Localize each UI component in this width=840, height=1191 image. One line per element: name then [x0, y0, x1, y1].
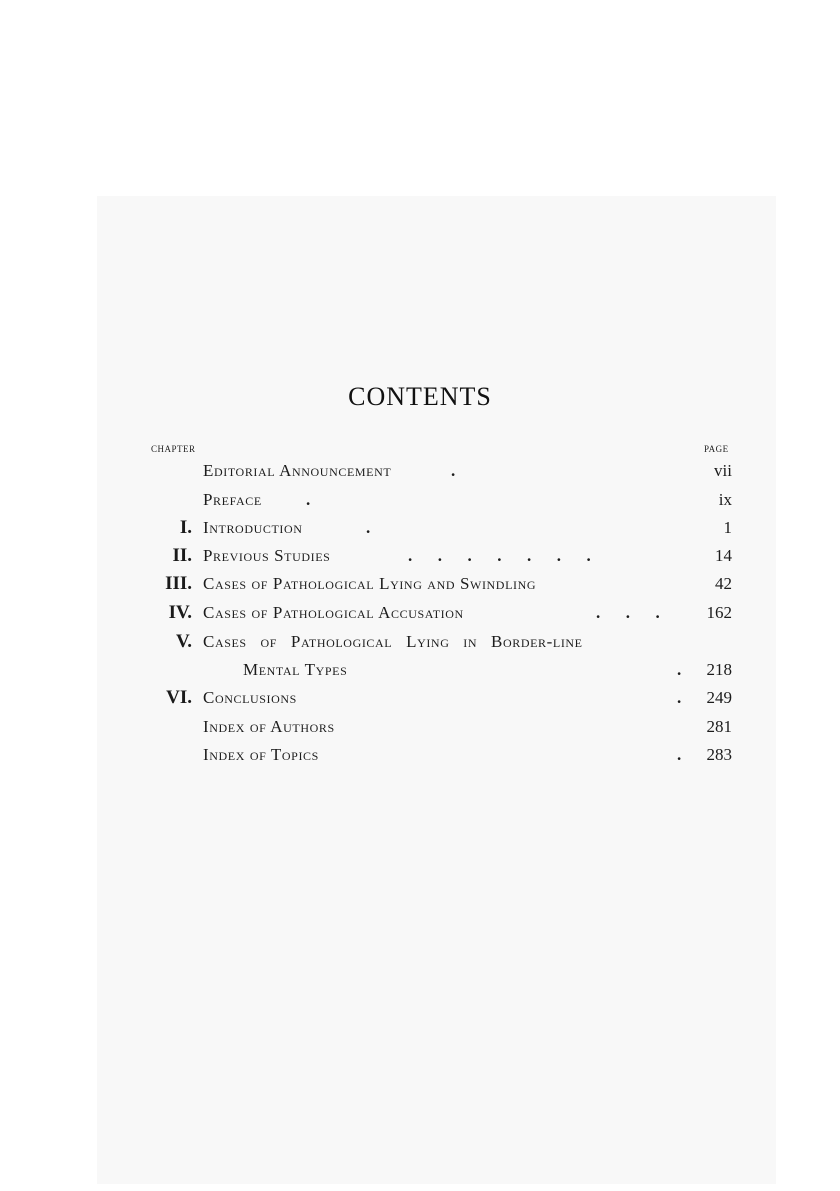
page-number: 218 — [706, 660, 732, 679]
entry-title: Cases of Pathological Lying and Swindling — [203, 574, 537, 593]
entry-title: Introduction — [203, 518, 303, 537]
chapter-number: II. — [172, 545, 192, 566]
toc-entry-pathological-accusation — [0, 602, 840, 628]
toc-entry-editorial-announcement — [0, 460, 840, 486]
chapter-column-header: CHAPTER — [151, 444, 196, 454]
chapter-number: I. — [179, 517, 192, 538]
page-number: 249 — [706, 688, 732, 707]
entry-title: Editorial Announcement — [203, 461, 392, 480]
dot-leaders: . — [306, 490, 311, 509]
page-number: ix — [718, 490, 732, 509]
entry-title: Index of Authors — [203, 717, 335, 736]
toc-entry-index-of-topics — [0, 744, 840, 770]
toc-entry-border-line-types — [0, 631, 840, 657]
page-column-header: PAGE — [704, 444, 729, 454]
toc-entry-preface — [0, 489, 840, 515]
entry-title: Mental Types — [243, 660, 348, 679]
toc-entry-previous-studies — [0, 545, 840, 571]
toc-entry-index-of-authors — [0, 716, 840, 742]
page-title: CONTENTS — [348, 382, 492, 411]
chapter-number: IV. — [168, 602, 192, 623]
dot-leaders: . . . . . . . — [408, 546, 591, 565]
entry-title: Cases of Pathological Accusation — [203, 603, 464, 622]
page-number: 162 — [706, 603, 732, 622]
entry-title: Previous Studies — [203, 546, 331, 565]
toc-entry-introduction — [0, 517, 840, 543]
page-number: 1 — [723, 518, 732, 537]
dot-leaders: . — [451, 461, 456, 480]
dot-leaders: . — [677, 745, 682, 764]
chapter-number: V. — [175, 631, 192, 652]
toc-entry-mental-types — [0, 659, 840, 685]
toc-entry-pathological-lying-swindling — [0, 573, 840, 599]
page-number: 14 — [715, 546, 732, 565]
entry-title: Cases of Pathological Lying in Border-line — [203, 632, 583, 651]
dot-leaders: . — [366, 518, 371, 537]
page-number: 283 — [706, 745, 732, 764]
chapter-number: VI. — [166, 687, 192, 708]
chapter-number: III. — [165, 573, 192, 594]
toc-entry-conclusions — [0, 687, 840, 713]
page-number: 281 — [706, 717, 732, 736]
entry-title: Index of Topics — [203, 745, 319, 764]
dot-leaders: . — [677, 660, 682, 679]
dot-leaders: . . . — [596, 603, 660, 622]
dot-leaders: . — [677, 688, 682, 707]
entry-title: Preface — [203, 490, 262, 509]
entry-title: Conclusions — [203, 688, 297, 707]
page-number: 42 — [715, 574, 732, 593]
page-number: vii — [714, 461, 732, 480]
